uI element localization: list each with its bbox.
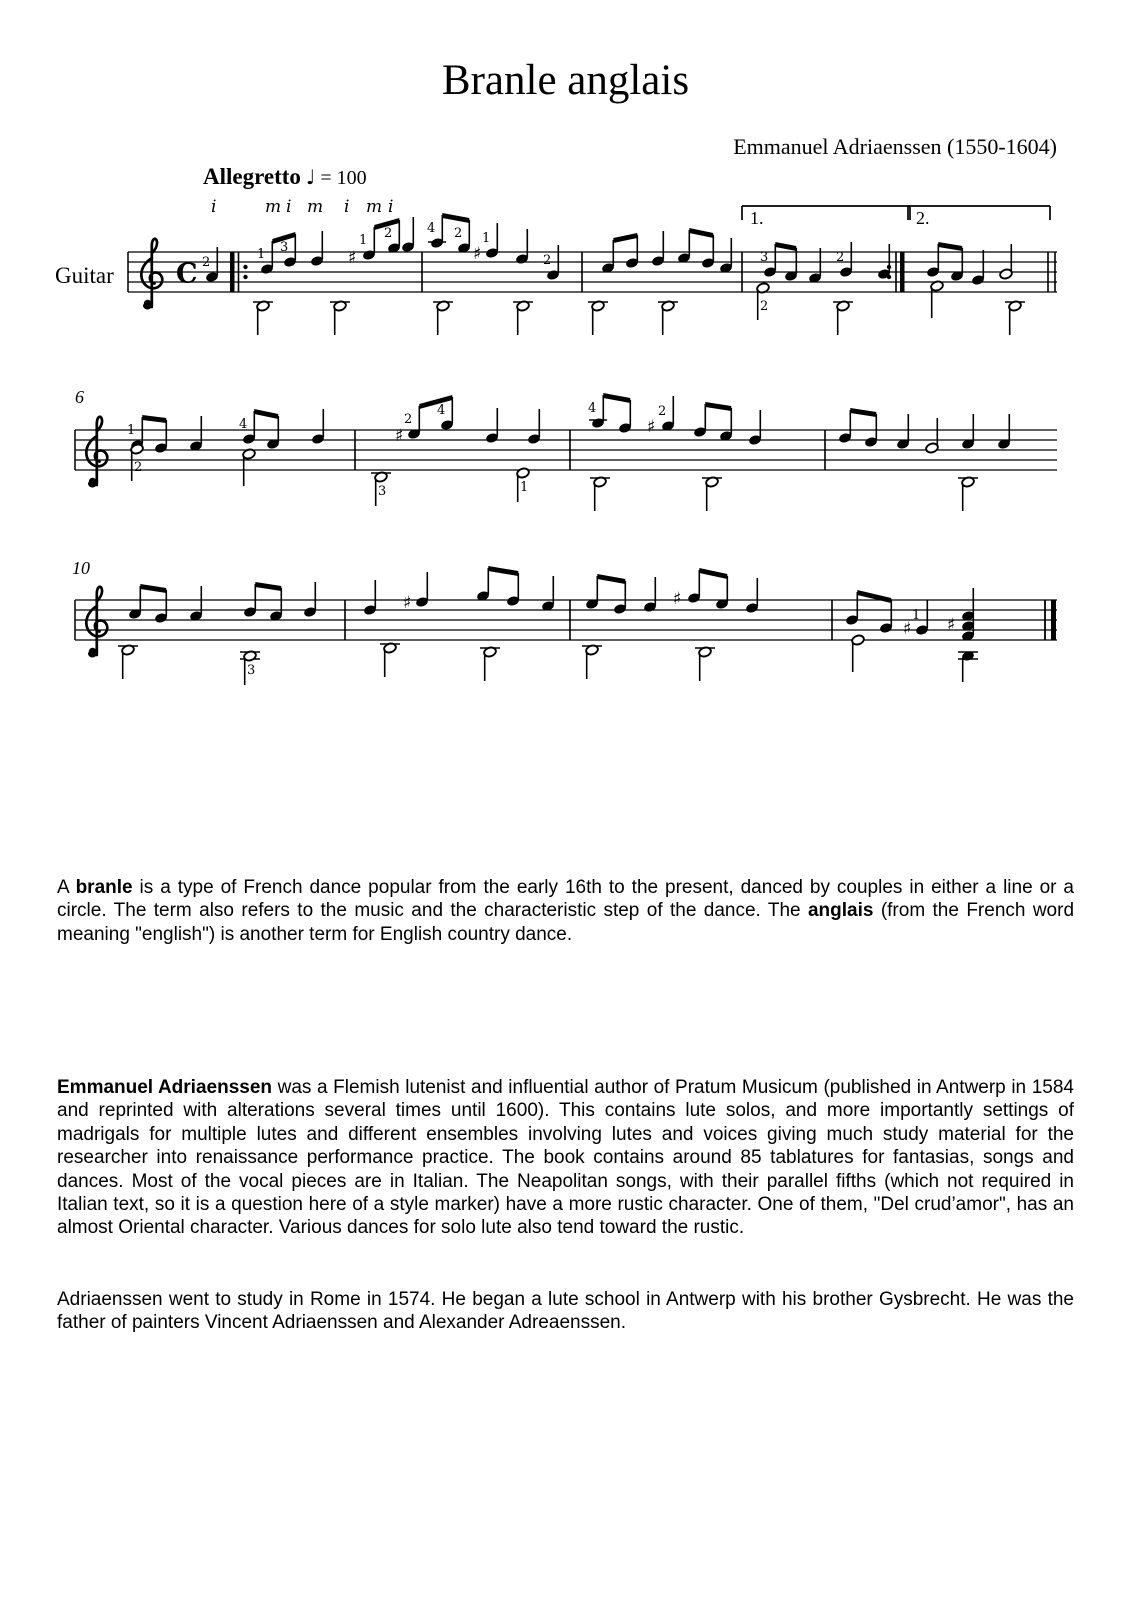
svg-text:m: m — [366, 197, 383, 217]
svg-text:2: 2 — [543, 253, 552, 268]
paragraph-adriaenssen-bio — [57, 1076, 1074, 1240]
svg-text:♯: ♯ — [647, 417, 656, 437]
svg-text:♯: ♯ — [903, 619, 912, 639]
svg-text:4: 4 — [588, 401, 597, 416]
svg-text:i: i — [286, 197, 292, 217]
svg-text:4: 4 — [427, 221, 436, 236]
quarter-note-icon: ♩ — [305, 165, 316, 189]
svg-text:1: 1 — [482, 231, 491, 246]
svg-text:m: m — [265, 197, 282, 217]
composer-credit: Emmanuel Adriaenssen (1550-1604) — [733, 134, 1057, 159]
svg-text:2: 2 — [836, 250, 845, 265]
svg-text:Guitar: Guitar — [55, 263, 114, 288]
svg-text:1: 1 — [257, 247, 266, 262]
text-run: is a type of French dance popular from the early 16th to the present, danced by couples in either a line or a circle. The term also refers to the music and the characteristic step of the dance. The — [57, 877, 1074, 922]
svg-text:♯: ♯ — [473, 244, 482, 264]
svg-text:♯: ♯ — [395, 426, 404, 446]
svg-text:m: m — [307, 197, 324, 217]
svg-text:1: 1 — [912, 608, 921, 623]
text-run: Adriaenssen went to study in Rome in 1574. He began a lute school in Antwerp with his brother Gysbrecht. He was the father of painters Vincent Adriaenssen and Alexander Adreaenssen. — [57, 1289, 1074, 1334]
bold-term: Emmanuel Adriaenssen — [57, 1077, 273, 1098]
svg-text:2: 2 — [404, 412, 413, 427]
svg-text:2: 2 — [760, 299, 769, 314]
text-run: was a Flemish lutenist and influential author of Pratum Musicum (published in Antwerp in 1584 and reprinted with alterations several times until 1600). This contains lute solos, and more importantly settings of madrigals for multiple lutes and different ensembles involving lutes and voices giving much study material for the researcher into renaissance performance practice. The book contains around 85 tablatures for fantasias, songs and dances. Most of the vocal pieces are in Italian. The Neapolitan songs, with their parallel fifths (which not required in Italian text, so it is a question here of a style marker) have a more rustic character. One of them, "Del crud’amor", has an almost Oriental character. Various dances for solo lute also tend toward the rustic. — [57, 1077, 1074, 1239]
svg-text:♯: ♯ — [673, 589, 682, 609]
svg-text:3: 3 — [247, 663, 256, 678]
svg-text:4: 4 — [437, 403, 446, 418]
svg-text:4: 4 — [239, 417, 248, 432]
svg-text:2: 2 — [384, 226, 393, 241]
text-run: (from the French word meaning "english") is another term for English country dance. — [57, 900, 1075, 945]
svg-text:3: 3 — [378, 484, 387, 499]
paragraph-branle-description — [57, 876, 1074, 946]
svg-text:C: C — [176, 258, 198, 290]
svg-text:2: 2 — [202, 255, 211, 270]
svg-text:1: 1 — [520, 480, 529, 495]
bold-term: branle — [75, 877, 133, 898]
svg-text:3: 3 — [280, 240, 289, 255]
tempo-value: = 100 — [320, 167, 367, 189]
tempo-word: Allegretto — [203, 164, 301, 189]
svg-text:3: 3 — [760, 250, 769, 265]
svg-text:i: i — [388, 197, 394, 217]
piece-title: Branle anglais — [441, 57, 690, 104]
svg-text:♯: ♯ — [348, 248, 357, 268]
svg-text:6: 6 — [75, 387, 84, 407]
treble-clef-icon — [141, 239, 162, 308]
svg-text:2.: 2. — [916, 208, 930, 228]
svg-text:i: i — [344, 197, 350, 217]
svg-text:1.: 1. — [750, 208, 764, 228]
text-run: A — [57, 877, 76, 898]
treble-clef-icon — [86, 417, 107, 486]
svg-text:1: 1 — [127, 423, 136, 438]
svg-text:10: 10 — [72, 558, 90, 578]
treble-clef-icon — [86, 587, 107, 656]
svg-text:♯: ♯ — [403, 593, 412, 613]
svg-text:1: 1 — [359, 233, 368, 248]
music-score — [0, 0, 1131, 780]
bold-term: anglais — [807, 900, 874, 922]
svg-text:2: 2 — [134, 460, 143, 475]
svg-text:i: i — [211, 197, 217, 217]
paragraph-adriaenssen-rome — [57, 1288, 1074, 1335]
svg-text:♯: ♯ — [947, 615, 956, 635]
svg-text:2: 2 — [658, 404, 667, 419]
svg-text:2: 2 — [454, 226, 463, 241]
